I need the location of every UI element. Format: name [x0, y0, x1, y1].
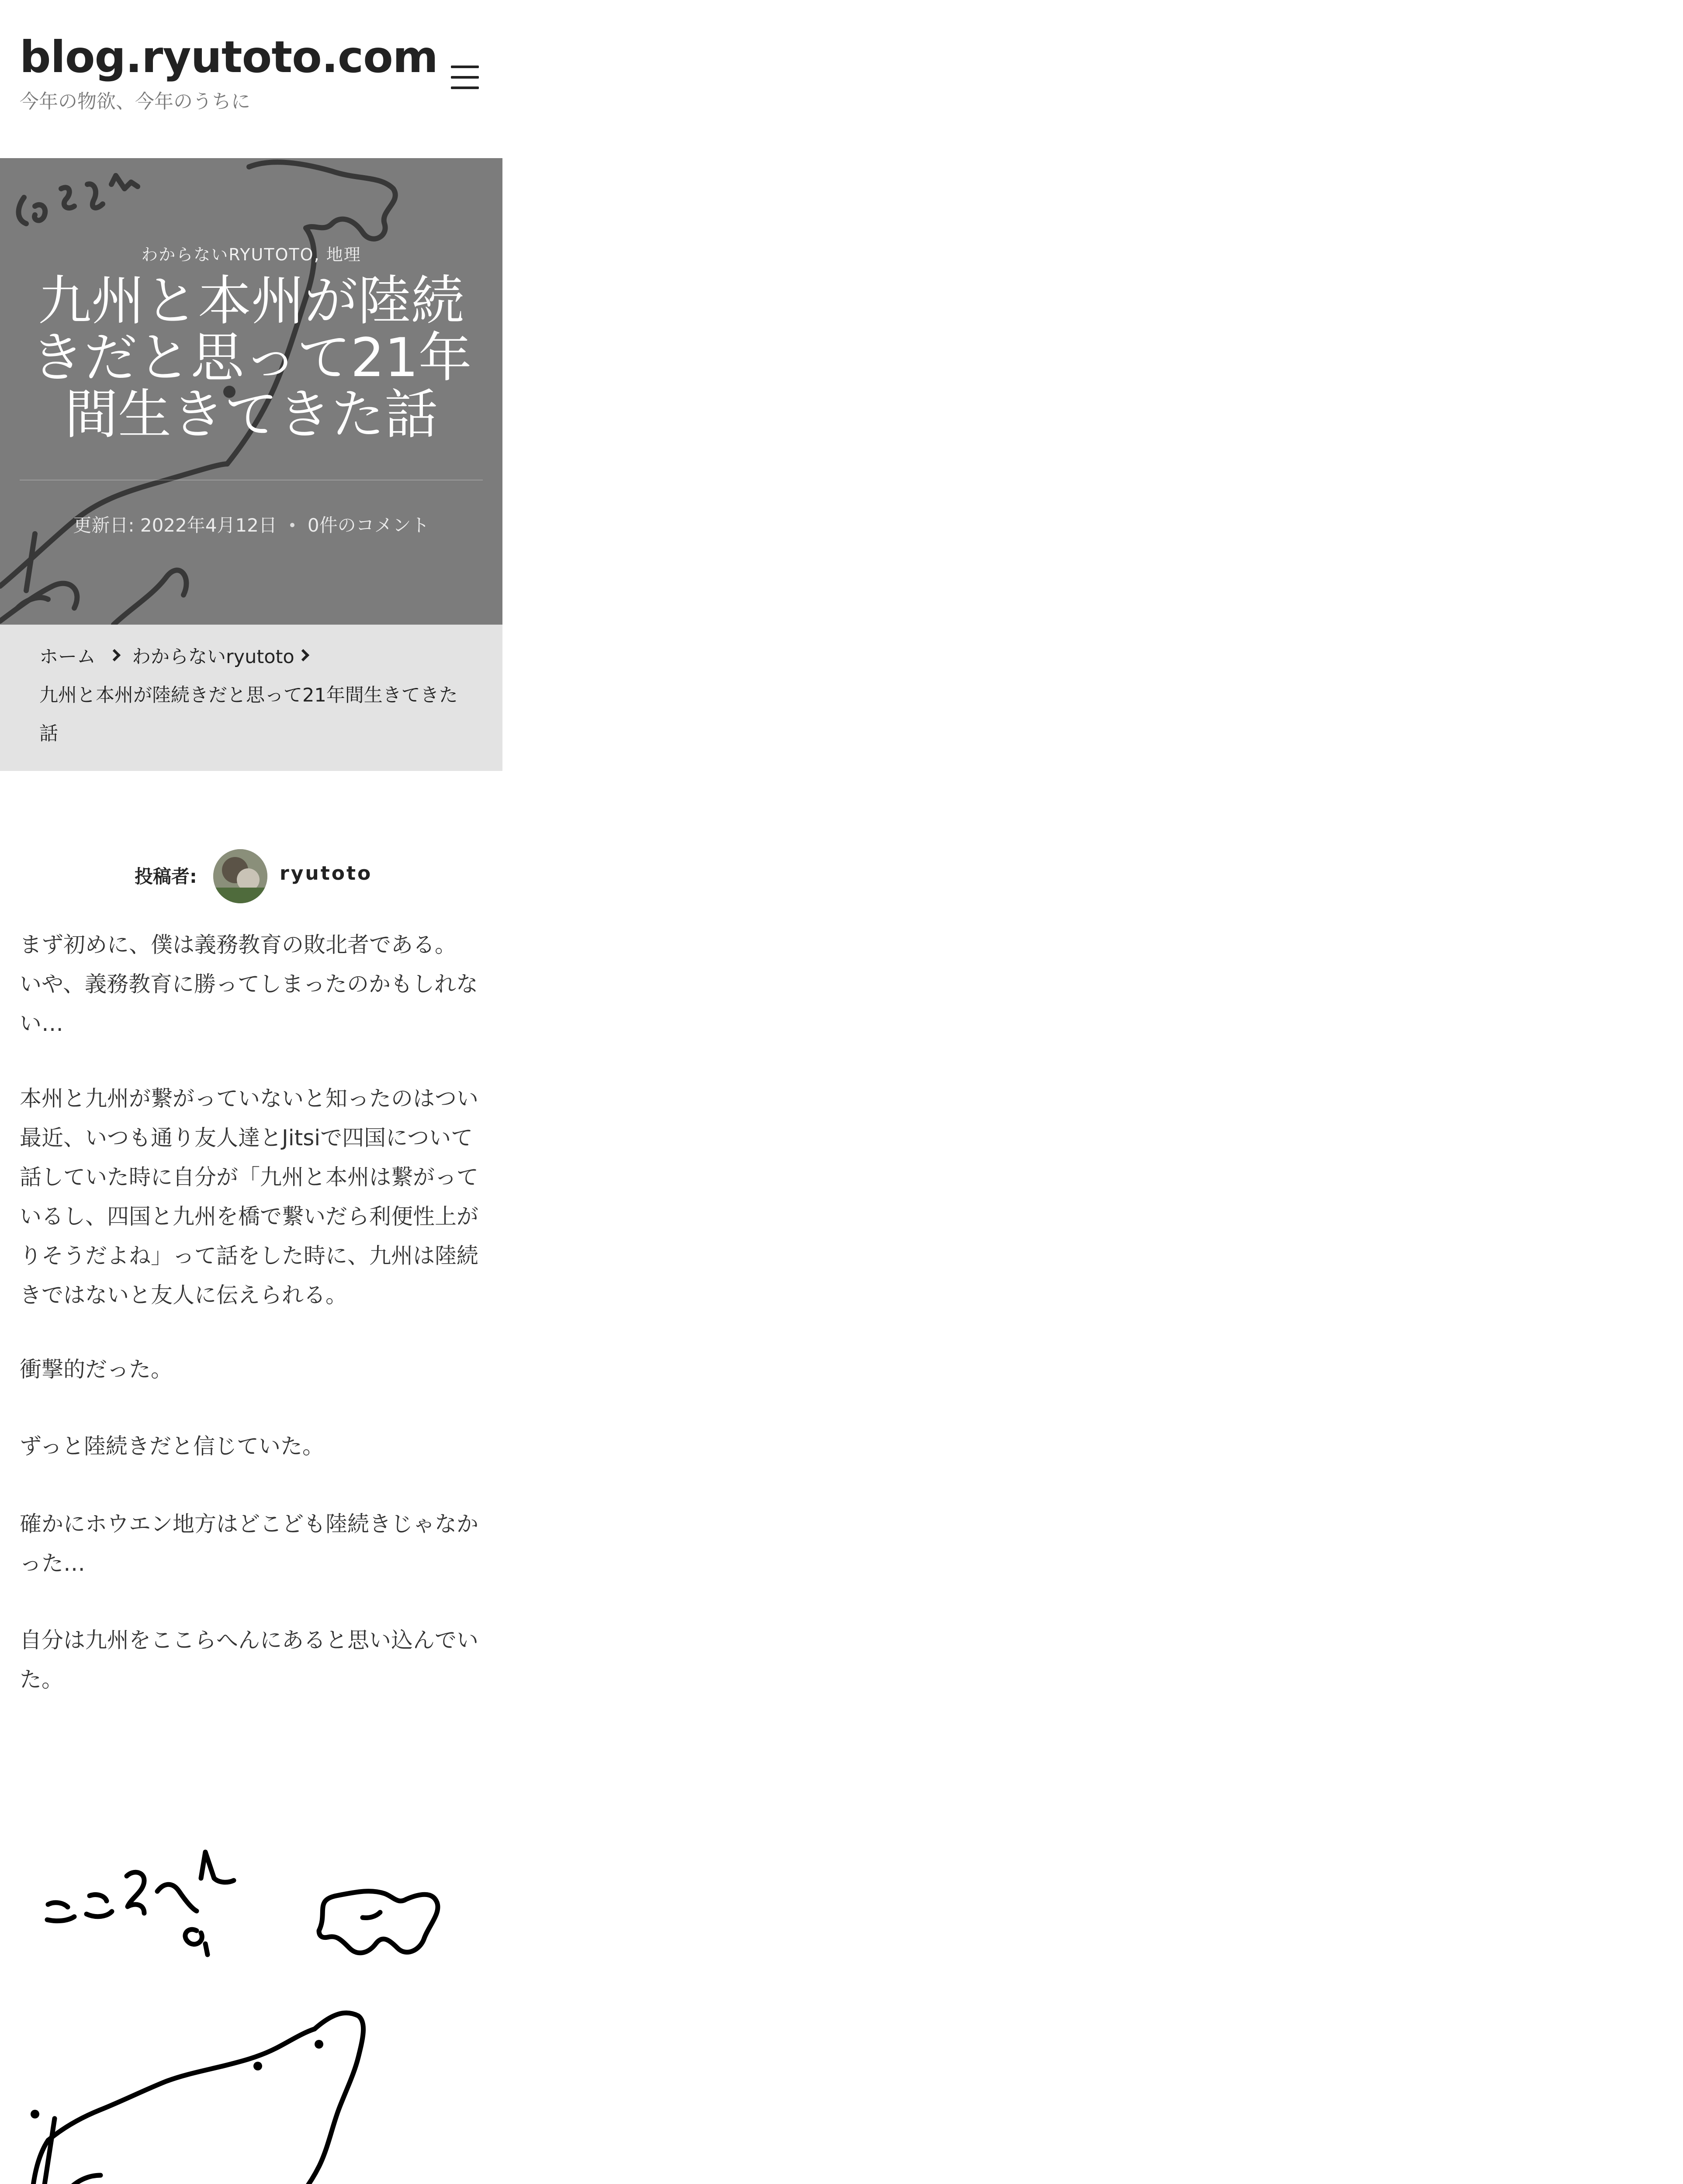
text-line: 話していた時に自分が「九州と本州は繋がって: [20, 1165, 478, 1190]
map-marker-dot: [253, 2062, 262, 2070]
chevron-right-icon: [297, 649, 309, 661]
paragraph-2: [20, 1079, 483, 1315]
site-header: [0, 0, 502, 158]
category-link-wakaranai[interactable]: わからないRYUTOTO: [141, 245, 314, 264]
meta-dot-separator: [290, 523, 294, 527]
text-line: い…: [20, 1011, 63, 1036]
text-line: った…: [20, 1551, 85, 1576]
breadcrumb-home[interactable]: ホーム: [39, 646, 96, 668]
text-line: 自分は九州をここらへんにあると思い込んでい: [20, 1628, 478, 1653]
site-tagline: 今年の物欲、今年のうちに: [20, 90, 250, 113]
author-label: 投稿者:: [135, 866, 197, 887]
map-marker-dot: [315, 2040, 323, 2049]
text-line: いや、義務教育に勝ってしまったのかもしれな: [20, 971, 478, 997]
text-line: ずっと陸続きだと信じていた。: [20, 1434, 324, 1459]
post-meta: [0, 511, 502, 537]
text-line: 衝撃的だった。: [20, 1357, 173, 1382]
text-line: 最近、いつも通り友人達とJitsiで四国について: [20, 1125, 473, 1151]
handwritten-map-figure: [13, 1804, 485, 2184]
updated-date: 更新日: 2022年4月12日: [73, 515, 277, 536]
avatar[interactable]: [213, 849, 267, 903]
breadcrumb: [0, 625, 502, 771]
category-separator: ,: [314, 245, 320, 264]
post-title: 九州と本州が陸続きだと思って21年間生きてきた話: [31, 270, 472, 446]
post-categories: [0, 241, 502, 265]
text-line: 本州と九州が繋がっていないと知ったのはつい: [20, 1086, 478, 1111]
breadcrumb-current: 九州と本州が陸続きだと思って21年間生きてきた: [39, 684, 458, 706]
chevron-right-icon: [108, 649, 121, 661]
text-line: 確かにホウエン地方はどこども陸続きじゃなか: [20, 1511, 478, 1537]
text-line: いるし、四国と九州を橋で繋いだら利便性上が: [20, 1204, 478, 1229]
comments-link[interactable]: 0件のコメント: [307, 515, 429, 536]
category-link-geography[interactable]: 地理: [326, 245, 361, 264]
text-line: まず初めに、僕は義務教育の敗北者である。: [20, 932, 457, 957]
post-author: [0, 849, 502, 906]
map-sketch: [13, 1804, 485, 2184]
paragraph-5: [20, 1504, 483, 1583]
paragraph-3: [20, 1350, 483, 1389]
paragraph-4: [20, 1427, 483, 1466]
breadcrumb-current-wrap: 話: [39, 723, 58, 745]
text-line: た。: [20, 1667, 63, 1692]
breadcrumb-category[interactable]: わからないryutoto: [132, 646, 294, 668]
map-marker-dot: [31, 2110, 39, 2118]
paragraph-1: [20, 925, 483, 1043]
author-name[interactable]: ryutoto: [280, 862, 373, 885]
paragraph-6: [20, 1621, 483, 1699]
text-line: きではないと友人に伝えられる。: [20, 1282, 347, 1308]
site-title[interactable]: blog.ryutoto.com: [20, 31, 438, 83]
post-hero: [0, 158, 502, 625]
text-line: りそうだよね」って話をした時に、九州は陸続: [20, 1243, 478, 1268]
hamburger-menu-icon[interactable]: [451, 66, 479, 89]
